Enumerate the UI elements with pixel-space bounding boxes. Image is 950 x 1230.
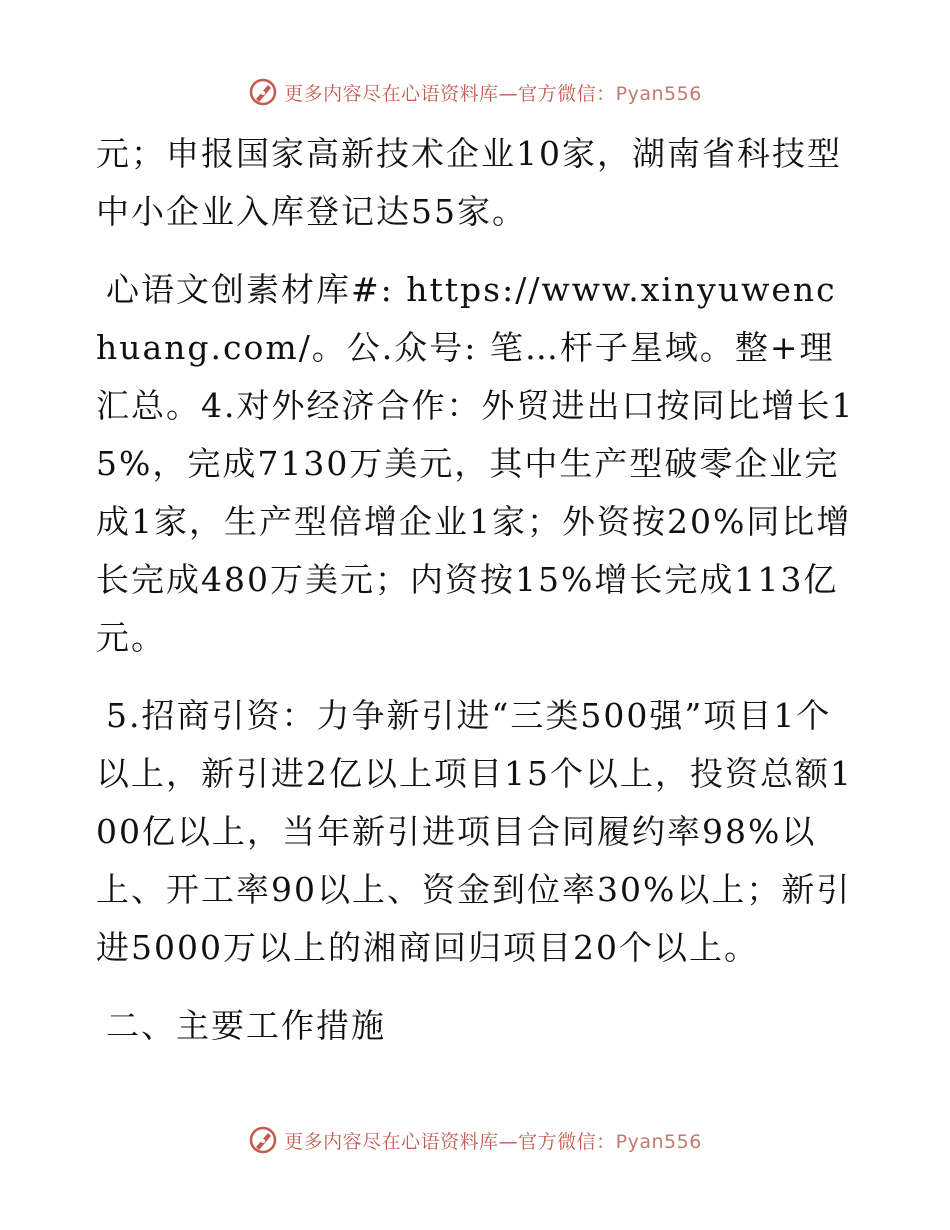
paragraph-2: 心语文创素材库#: https://www.xinyuwenchuang.com/。公.众号: 笔…杆子星域。整+理汇总。4.对外经济合作：外贸进出口按同比增长15%，完成7130万美元，其中生产型破零企业完成1家，生产型倍增企业1家；外资按20%同比增长完成480万美元；内资按15%增长完成113亿元。 [96,270,855,657]
watermark-wechat-id: Pyan556 [615,1130,702,1153]
watermark-wechat-id: Pyan556 [615,82,702,105]
section-heading: 二、主要工作措施 [106,1006,386,1045]
document-body [96,125,856,1075]
watermark-text: 更多内容尽在心语资料库—官方微信：Pyan556 [284,1130,702,1153]
paragraph-1: 元；申报国家高新技术企业10家，湖南省科技型中小企业入库登记达55家。 [96,134,842,231]
watermark-text: 更多内容尽在心语资料库—官方微信：Pyan556 [284,82,702,105]
pen-logo-icon [248,1125,278,1155]
footer-watermark [0,1120,950,1160]
header-watermark [0,72,950,112]
pen-logo-icon [248,77,278,107]
paragraph-3: 5.招商引资：力争新引进“三类500强”项目1个以上，新引进2亿以上项目15个以上，投资总额100亿以上，当年新引进项目合同履约率98%以上、开工率90以上、资金到位率30%以上；新引进5000万以上的湘商回归项目20个以上。 [96,696,853,967]
